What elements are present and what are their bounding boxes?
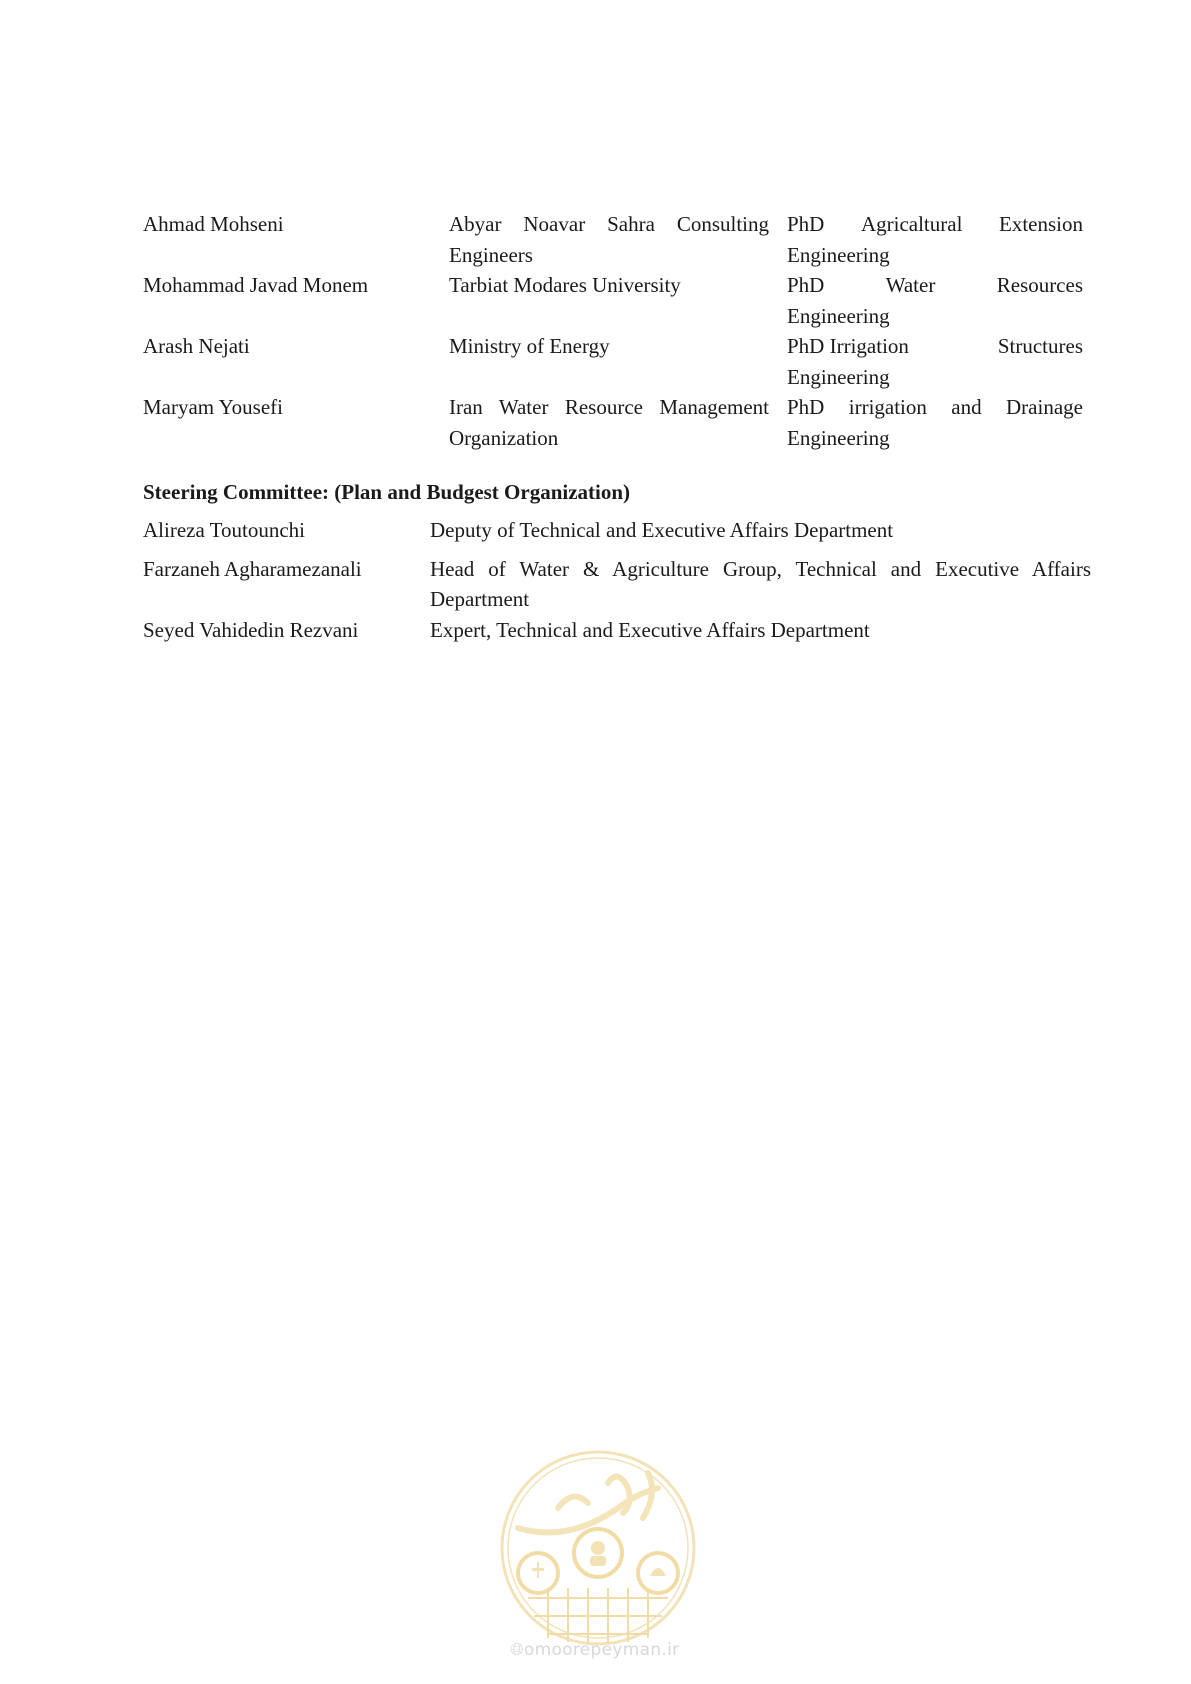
degree-word: PhD xyxy=(787,273,825,297)
member-name: Maryam Yousefi xyxy=(143,395,283,419)
degree-word: Agricaltural xyxy=(860,212,963,236)
degree-word: Water xyxy=(885,273,936,297)
table-row xyxy=(143,615,1091,646)
table-row xyxy=(143,546,1091,615)
steering-committee-heading: Steering Committee: (Plan and Budgest Organization) xyxy=(143,480,631,504)
degree-line: Engineering xyxy=(787,242,890,267)
degree-word: PhD Irrigation xyxy=(787,334,909,358)
degree-word: Extension xyxy=(999,212,1083,236)
member-organization: Tarbiat Modares University xyxy=(449,273,681,297)
degree-word: PhD xyxy=(787,212,825,236)
steering-member-role: Head of Water & Agriculture Group, Technical and Executive Affairs Department xyxy=(430,556,1091,611)
degree-line: Engineering xyxy=(787,425,890,450)
member-degree xyxy=(787,331,1083,392)
steering-member-name: Alireza Toutounchi xyxy=(143,518,306,542)
degree-line: Engineering xyxy=(787,303,890,328)
table-row xyxy=(143,392,1083,453)
member-degree xyxy=(787,270,1083,331)
watermark-site-label: omoorepeyman.ir xyxy=(523,1640,680,1660)
degree-line xyxy=(787,270,1083,301)
degree-line xyxy=(787,392,1083,423)
table-row xyxy=(143,270,1083,331)
steering-member-role: Expert, Technical and Executive Affairs Department xyxy=(430,617,870,642)
member-organization: Ministry of Energy xyxy=(449,334,610,358)
table-row xyxy=(143,515,1091,546)
degree-word: Structures xyxy=(997,334,1083,358)
degree-word: and xyxy=(951,395,982,419)
member-name: Arash Nejati xyxy=(143,334,250,358)
member-degree xyxy=(787,209,1083,270)
member-name: Mohammad Javad Monem xyxy=(143,273,369,297)
degree-word: irrigation xyxy=(848,395,927,419)
degree-line xyxy=(787,331,1083,362)
member-organization: Iran Water Resource Management Organization xyxy=(449,395,769,450)
degree-word: Resources xyxy=(996,273,1083,297)
watermark-site-text xyxy=(510,1640,679,1660)
degree-line xyxy=(787,209,1083,240)
steering-committee-table xyxy=(143,515,1091,645)
globe-icon: 🌐︎ xyxy=(510,1640,524,1660)
member-organization: Abyar Noavar Sahra Consulting Engineers xyxy=(449,212,769,267)
members-table xyxy=(143,209,1083,453)
degree-word: PhD xyxy=(787,395,825,419)
steering-member-name: Seyed Vahidedin Rezvani xyxy=(143,617,359,642)
steering-member-name: Farzaneh Agharamezanali xyxy=(143,556,362,581)
table-row xyxy=(143,209,1083,270)
member-degree xyxy=(787,392,1083,453)
steering-member-role: Deputy of Technical and Executive Affairs Department xyxy=(430,518,894,542)
member-name: Ahmad Mohseni xyxy=(143,212,284,236)
degree-line: Engineering xyxy=(787,364,890,389)
table-row xyxy=(143,331,1083,392)
degree-word: Drainage xyxy=(1006,395,1083,419)
